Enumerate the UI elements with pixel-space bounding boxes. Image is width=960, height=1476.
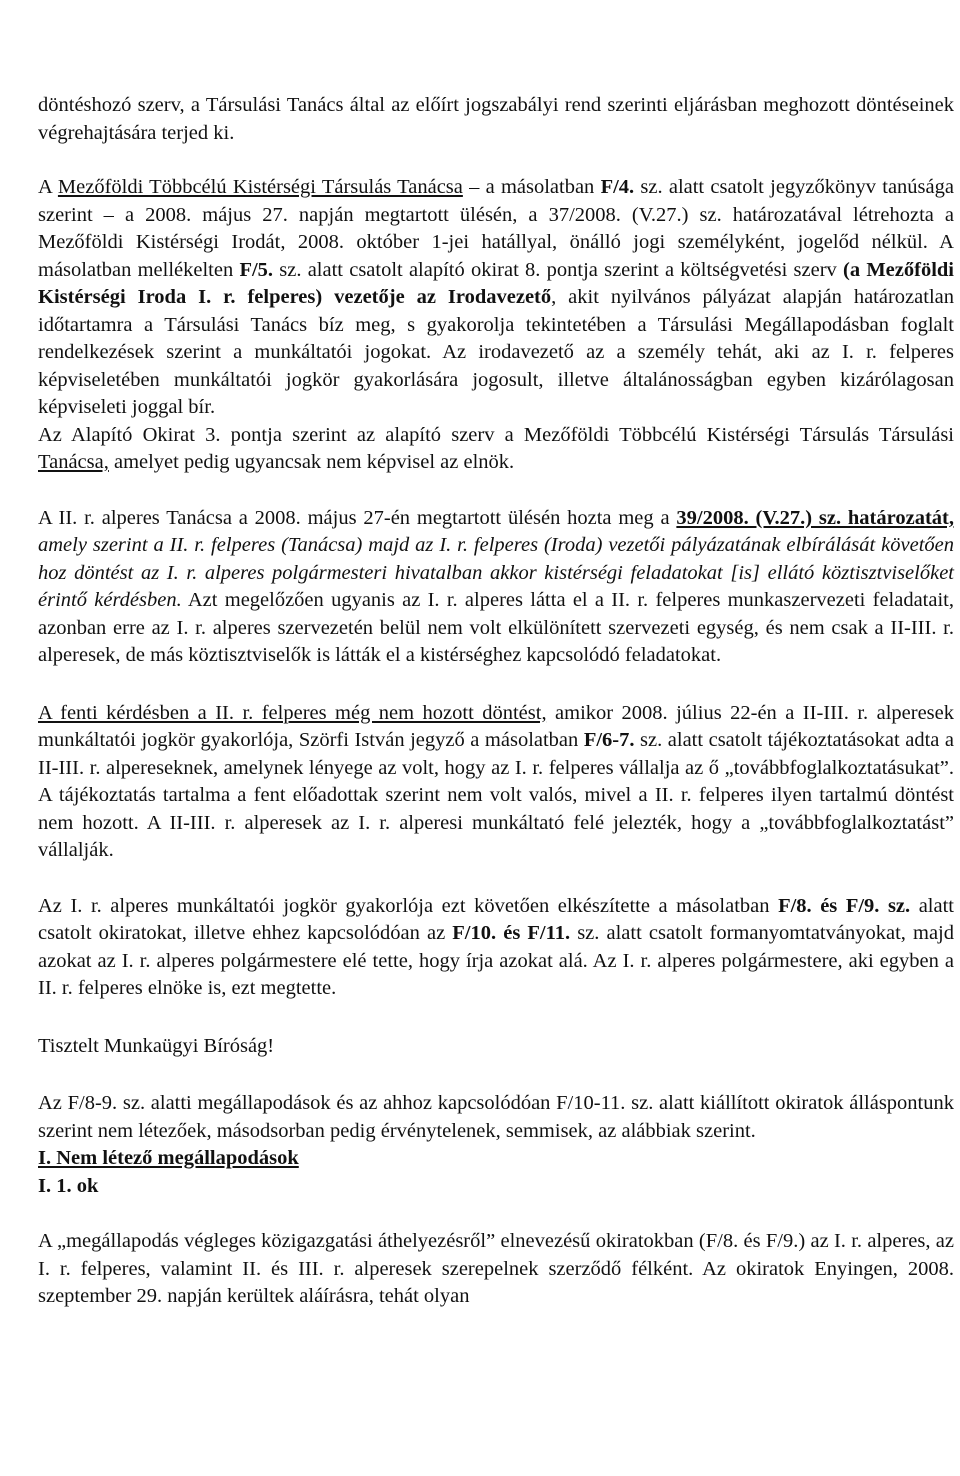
- text-run: Az F/8-9. sz. alatti megállapodások és az ahhoz kapcsolódóan F/10-11. sz. alatt kiállított okiratok álláspontunk szerint nem létezőek, másodsorban pedig érvénytelenek, semmisek, az alábbiak szerint.: [38, 1092, 954, 1142]
- text-run: , akit nyilvános pályázat alapján határozatlan időtartamra a Társulási Tanács bíz meg, s gyakorolja tekintetében a Társulási Megállapodásban foglalt rendelkezések szerint a munkáltatói jogokat. Az irodavezető az a személy tehát, aki az I. r. felperes képviseletében munkáltatói jogkör gyakorlására jogosult, illetve általánosságban egyben kizárólagosan képviseleti joggal bír.: [38, 286, 954, 418]
- text-run: A: [38, 176, 58, 198]
- text-run: sz. alatt csatolt alapító okirat 8. pontja szerint a költségvetési szerv: [273, 258, 844, 281]
- text-run: – a másolatban: [462, 176, 601, 198]
- document-page: [38, 92, 954, 1311]
- text-run: Mezőföldi Többcélú Kistérségi Társulás Tanácsa: [57, 176, 463, 198]
- text-run: F/5.: [239, 258, 274, 281]
- text-run: Tanácsa,: [38, 451, 109, 473]
- text-run: sz. alatt csatolt formanyomtatványokat, majd azokat az I. r. alperes polgármestere elé tette, hogy írja azokat alá. Az I. r. alperes polgármestere, aki egyben a II. r. felperes elnöke is, ezt megtette.: [38, 922, 954, 999]
- paragraph-7: [38, 1090, 954, 1145]
- text-run: Azt megelőzően ugyanis az I. r. alperes látta el a II. r. felperes munkaszervezeti feladatait, azonban erre az I. r. alperes szervezetén belül nem volt elkülönített szervezeti egység, és nem csak a II-III. r. alperesek, de más köztisztviselők is látták el a kistérséghez kapcsolódó feladatokat.: [38, 589, 954, 666]
- text-run: F/6-7.: [583, 729, 635, 751]
- text-run: (a Mezőföldi Kistérségi Iroda I. r. felperes) vezetője az Irodavezető: [38, 258, 955, 308]
- text-run: F/4.: [600, 176, 635, 198]
- text-run: sz. alatt csatolt tájékoztatásokat adta a II-III. r. alpereseknek, amelynek lényege az volt, hogy az I. r. felperes vállalja az ő „továbbfoglalkoztatásukat”. A tájékoztatás tartalma a fent előadottak szerint nem volt valós, mivel a II. r. felperes ilyen tartalmú döntést nem hozott. A II-III. r. alperesek az I. r. alperesi munkáltató felé jelezték, hogy a „továbbfoglalkoztatást” vállalják.: [38, 729, 954, 861]
- paragraph-1: [38, 92, 954, 147]
- paragraph-3: [38, 422, 954, 477]
- paragraph-2: [38, 174, 954, 422]
- paragraph-6: [38, 893, 954, 1003]
- text-run: F/10. és F/11.: [452, 922, 571, 944]
- text-run: A fenti kérdésben a II. r. felperes még nem hozott döntést,: [38, 701, 547, 724]
- text-run: amikor 2008. július 22-én a II-III. r. alperesek munkáltatói jogkör gyakorlója, Szörfi István jegyző a másolatban: [38, 701, 954, 751]
- final-paragraph: A „megállapodás végleges közigazgatási áthelyezésről” elnevezésű okiratokban (F/8. és F/9.) az I. r. alperes, az I. r. felperes, valamint II. és III. r. alperesek szerepelnek szerződő félként. Az okiratok Enyingen, 2008. szeptember 29. napján kerültek aláírásra, tehát olyan: [38, 1230, 954, 1307]
- text-run: alatt csatolt okiratokat, illetve ehhez kapcsolódóan az: [38, 894, 954, 944]
- paragraph-5: [38, 700, 954, 865]
- text-run: F/8. és F/9. sz.: [778, 894, 911, 917]
- text-run: amely szerint a II. r. felperes (Tanácsa) majd az I. r. felperes (Iroda) vezetői pályázatának elbírálását követően hoz döntést az I. r. alperes polgármesteri hivatalban akkor kistérségi feladatokat [is] ellátó köztisztviselőket érintő kérdésben.: [38, 534, 954, 611]
- text-run: döntéshozó szerv, a Társulási Tanács által az előírt jogszabályi rend szerinti eljárásban meghozott döntéseinek végrehajtására terjed ki.: [38, 94, 954, 144]
- text-run: 39/2008. (V.27.) sz. határozatát,: [676, 506, 954, 529]
- paragraph-4: [38, 505, 954, 670]
- subsection-heading: I. 1. ok: [38, 1174, 99, 1197]
- text-run: sz. alatt csatolt jegyzőkönyv tanúsága szerint – a 2008. május 27. napján megtartott ülésén, a 37/2008. (V.27.) sz. határozatával létrehozta a Mezőföldi Kistérségi Irodát, 2008. október 1-jei hatállyal, önálló jogi személyként, jogelőd nélkül. A másolatban mellékelten: [38, 176, 954, 281]
- text-run: amelyet pedig ugyancsak nem képvisel az elnök.: [108, 451, 515, 473]
- greeting: [38, 1033, 954, 1061]
- text-run: Tisztelt Munkaügyi Bíróság!: [38, 1034, 275, 1057]
- text-run: Az I. r. alperes munkáltatói jogkör gyakorlója ezt követően elkészítette a másolatban: [38, 894, 779, 917]
- section-heading: I. Nem létező megállapodások: [38, 1147, 299, 1169]
- text-run: A II. r. alperes Tanácsa a 2008. május 27-én megtartott ülésén hozta meg a: [38, 506, 677, 529]
- text-run: Az Alapító Okirat 3. pontja szerint az alapító szerv a Mezőföldi Többcélú Kistérségi Társulás Társulási: [38, 423, 954, 446]
